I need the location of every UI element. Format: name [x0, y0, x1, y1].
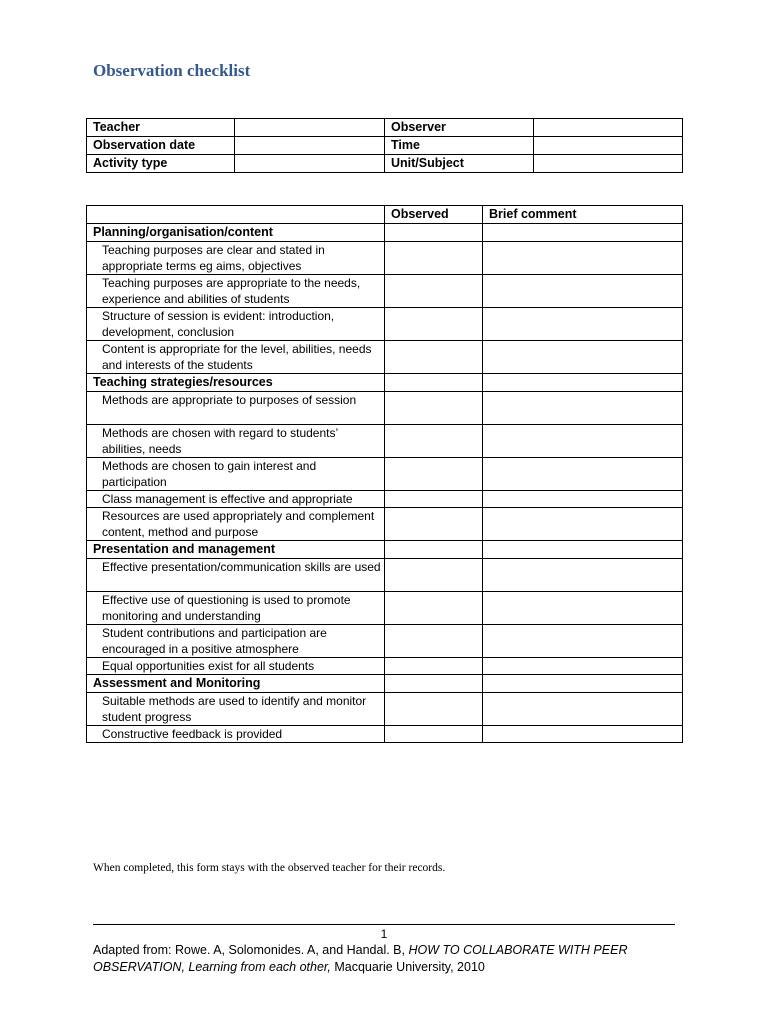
criterion-text: Suitable methods are used to identify and monitor student progress — [87, 693, 385, 726]
checklist-header-blank — [87, 206, 385, 224]
comment-cell[interactable] — [483, 541, 683, 559]
criterion-text: Teaching purposes are appropriate to the needs, experience and abilities of students — [87, 275, 385, 308]
info-value-field[interactable] — [534, 155, 683, 173]
observed-cell[interactable] — [385, 675, 483, 693]
section-title: Teaching strategies/resources — [87, 374, 385, 392]
criterion-text: Effective presentation/communication skills are used — [87, 559, 385, 592]
comment-cell[interactable] — [483, 308, 683, 341]
section-title: Planning/organisation/content — [87, 224, 385, 242]
observed-cell[interactable] — [385, 374, 483, 392]
observed-cell[interactable] — [385, 559, 483, 592]
criterion-text: Equal opportunities exist for all students — [87, 658, 385, 675]
checklist-item-row — [87, 341, 683, 374]
info-value-field[interactable] — [534, 137, 683, 155]
checklist-item-row — [87, 508, 683, 541]
criterion-text: Methods are chosen to gain interest and participation — [87, 458, 385, 491]
checklist-item-row — [87, 658, 683, 675]
section-title: Presentation and management — [87, 541, 385, 559]
criterion-text: Teaching purposes are clear and stated in appropriate terms eg aims, objectives — [87, 242, 385, 275]
info-value-field[interactable] — [235, 155, 385, 173]
criterion-text: Methods are appropriate to purposes of session — [87, 392, 385, 425]
observed-cell[interactable] — [385, 224, 483, 242]
info-value-field[interactable] — [534, 119, 683, 137]
info-value-field[interactable] — [235, 119, 385, 137]
observed-cell[interactable] — [385, 726, 483, 743]
info-label: Unit/Subject — [385, 155, 534, 173]
comment-cell[interactable] — [483, 425, 683, 458]
info-label: Observer — [385, 119, 534, 137]
comment-cell[interactable] — [483, 508, 683, 541]
comment-cell[interactable] — [483, 693, 683, 726]
checklist-item-row — [87, 308, 683, 341]
observed-cell[interactable] — [385, 491, 483, 508]
comment-cell[interactable] — [483, 275, 683, 308]
comment-cell[interactable] — [483, 374, 683, 392]
observed-cell[interactable] — [385, 541, 483, 559]
checklist-item-row — [87, 726, 683, 743]
citation-title: HOW TO COLLABORATE WITH PEER OBSERVATION, Learning from each other, — [93, 943, 628, 974]
footer-citation — [93, 942, 683, 976]
observed-cell[interactable] — [385, 275, 483, 308]
info-label: Activity type — [87, 155, 235, 173]
citation-suffix: Macquarie University, 2010 — [330, 960, 485, 974]
criterion-text: Effective use of questioning is used to promote monitoring and understanding — [87, 592, 385, 625]
comment-cell[interactable] — [483, 675, 683, 693]
observed-cell[interactable] — [385, 458, 483, 491]
checklist-item-row — [87, 425, 683, 458]
section-title: Assessment and Monitoring — [87, 675, 385, 693]
section-row — [87, 675, 683, 693]
comment-cell[interactable] — [483, 341, 683, 374]
checklist-header-row — [87, 206, 683, 224]
page-number: 1 — [380, 927, 388, 941]
criterion-text: Content is appropriate for the level, abilities, needs and interests of the students — [87, 341, 385, 374]
info-label: Observation date — [87, 137, 235, 155]
comment-cell[interactable] — [483, 592, 683, 625]
checklist-item-row — [87, 458, 683, 491]
observed-cell[interactable] — [385, 341, 483, 374]
observed-cell[interactable] — [385, 592, 483, 625]
footer-divider — [93, 924, 675, 925]
comment-cell[interactable] — [483, 559, 683, 592]
comment-cell[interactable] — [483, 491, 683, 508]
checklist-item-row — [87, 392, 683, 425]
comment-cell[interactable] — [483, 726, 683, 743]
observed-header: Observed — [385, 206, 483, 224]
observed-cell[interactable] — [385, 658, 483, 675]
comment-cell[interactable] — [483, 392, 683, 425]
observed-cell[interactable] — [385, 392, 483, 425]
info-row — [87, 155, 683, 173]
info-row — [87, 137, 683, 155]
info-label: Time — [385, 137, 534, 155]
checklist-item-row — [87, 275, 683, 308]
checklist-item-row — [87, 242, 683, 275]
criterion-text: Class management is effective and appropriate — [87, 491, 385, 508]
section-row — [87, 224, 683, 242]
checklist-item-row — [87, 592, 683, 625]
criterion-text: Student contributions and participation are encouraged in a positive atmosphere — [87, 625, 385, 658]
info-row — [87, 119, 683, 137]
observed-cell[interactable] — [385, 508, 483, 541]
section-row — [87, 374, 683, 392]
observed-cell[interactable] — [385, 308, 483, 341]
observed-cell[interactable] — [385, 625, 483, 658]
document-title: Observation checklist — [93, 61, 251, 80]
criterion-text: Resources are used appropriately and complement content, method and purpose — [87, 508, 385, 541]
checklist-table — [86, 205, 683, 743]
comment-cell[interactable] — [483, 458, 683, 491]
completion-note: When completed, this form stays with the observed teacher for their records. — [93, 862, 446, 874]
observed-cell[interactable] — [385, 242, 483, 275]
checklist-item-row — [87, 559, 683, 592]
criterion-text: Structure of session is evident: introduction, development, conclusion — [87, 308, 385, 341]
comment-cell[interactable] — [483, 224, 683, 242]
info-value-field[interactable] — [235, 137, 385, 155]
checklist-item-row — [87, 491, 683, 508]
criterion-text: Constructive feedback is provided — [87, 726, 385, 743]
observed-cell[interactable] — [385, 693, 483, 726]
criterion-text: Methods are chosen with regard to students’ abilities, needs — [87, 425, 385, 458]
citation-prefix: Adapted from: Rowe. A, Solomonides. A, and Handal. B, — [93, 943, 409, 957]
comment-cell[interactable] — [483, 242, 683, 275]
info-table — [86, 118, 683, 173]
checklist-item-row — [87, 625, 683, 658]
brief-comment-header: Brief comment — [483, 206, 683, 224]
section-row — [87, 541, 683, 559]
checklist-item-row — [87, 693, 683, 726]
observed-cell[interactable] — [385, 425, 483, 458]
info-label: Teacher — [87, 119, 235, 137]
comment-cell[interactable] — [483, 625, 683, 658]
comment-cell[interactable] — [483, 658, 683, 675]
